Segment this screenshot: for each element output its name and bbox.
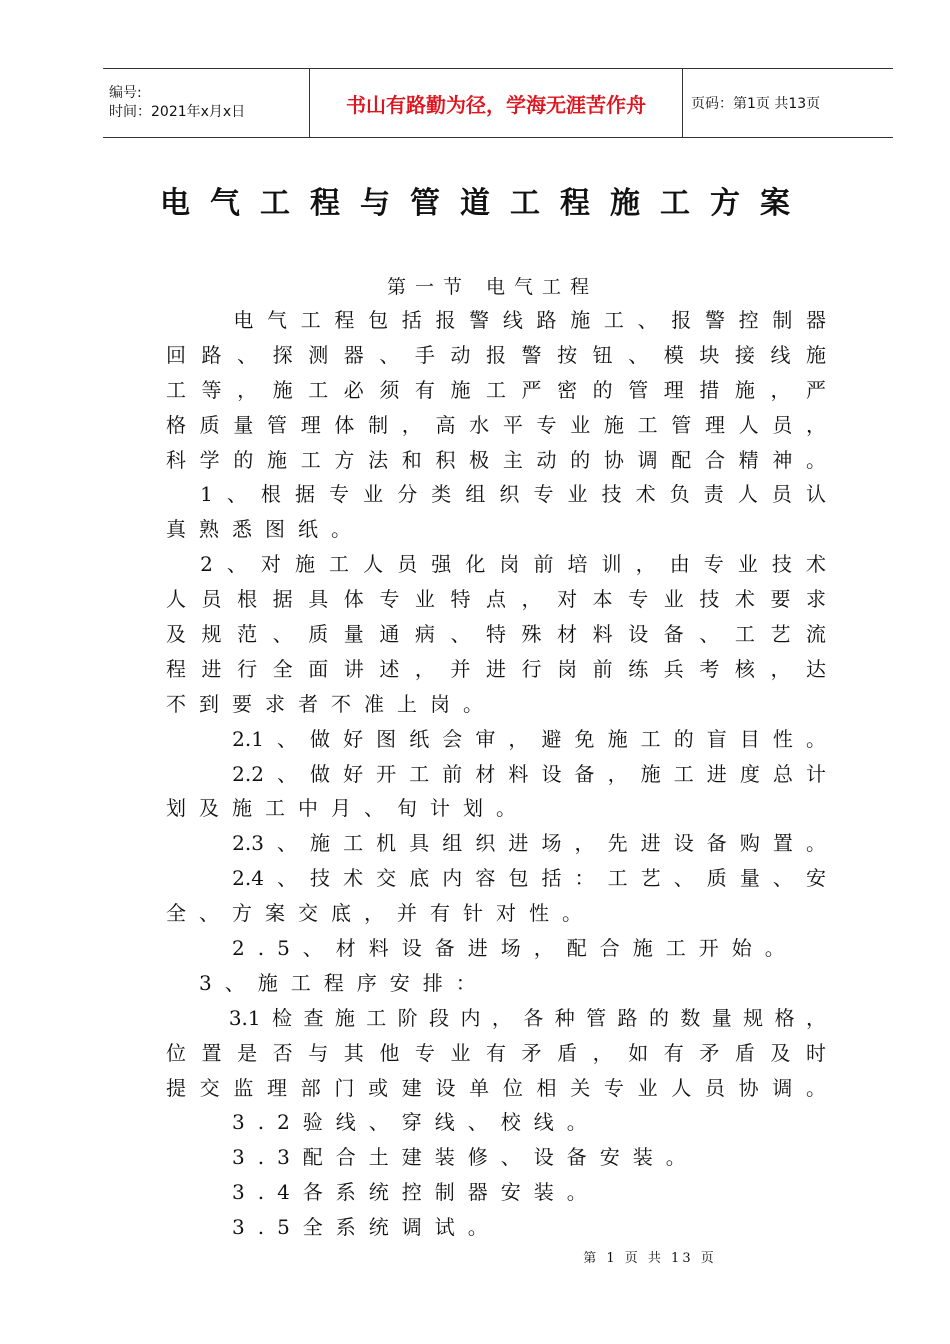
text-line: 3.3配合土建装修、设备安装。 [166,1145,699,1170]
header-meta [103,69,309,137]
motto: 书山有路勤为径，学海无涯苦作舟 [346,92,646,117]
text-line: 3、施工程序安排： [166,970,489,995]
text-line: 2.4、技术交底内容包括：工艺、质量、安 [166,866,826,891]
document-title: 电气工程与管道工程施工方案 [160,186,810,221]
text-line: 2.5、材料设备进场，配合施工开始。 [166,936,798,961]
text-line: 3.4各系统控制器安装。 [166,1180,600,1205]
header-page-info-cell [683,69,893,137]
text-line: 位置是否与其他专业有矛盾，如有矛盾及时 [166,1040,826,1065]
text-line: 不到要求者不准上岗。 [166,691,496,716]
text-line: 2.2、做好开工前材料设备，施工进度总计 [166,761,826,786]
header-motto-cell [309,69,683,137]
text-line: 3.2验线、穿线、校线。 [166,1110,600,1135]
text-line: 真熟悉图纸。 [166,517,364,542]
text-line: 2、对施工人员强化岗前培训，由专业技术 [166,552,826,577]
header-table [103,68,893,138]
time-label: 时间：2021年x月x日 [109,104,246,120]
text-line: 1、根据专业分类组织专业技术负责人员认 [166,482,826,507]
text-line: 回路、探测器、手动报警按钮、模块接线施 [166,342,826,367]
text-line: 全、方案交底，并有针对性。 [166,901,595,926]
page-footer: 第 1 页 共 13 页 [583,1251,717,1266]
text-line: 及规范、质量通病、特殊材料设备、工艺流 [166,622,826,647]
text-line: 提交监理部门或建设单位相关专业人员协调。 [166,1075,826,1100]
section-title: 第一节 电气工程 [386,276,599,298]
text-line: 科学的施工方法和积极主动的协调配合精神。 [166,447,826,472]
number-label: 编号: [109,85,142,101]
text-line: 人员根据具体专业特点，对本专业技术要求 [166,587,826,612]
page-info: 页码：第1页 共13页 [691,96,821,112]
text-line: 程进行全面讲述，并进行岗前练兵考核，达 [166,656,826,681]
text-line: 3.5全系统调试。 [166,1215,501,1240]
text-line: 格质量管理体制，高水平专业施工管理人员， [166,412,826,437]
text-line: 电气工程包括报警线路施工、报警控制器 [166,308,826,332]
text-line: 3.1检查施工阶段内，各种管路的数量规格， [166,1005,826,1030]
text-line: 2.3、施工机具组织进场，先进设备购置。 [166,831,826,856]
body-text [166,303,826,1245]
text-line: 2.1、做好图纸会审，避免施工的盲目性。 [166,726,826,751]
text-line: 工等，施工必须有施工严密的管理措施，严 [166,377,826,402]
text-line: 划及施工中月、旬计划。 [166,796,529,821]
